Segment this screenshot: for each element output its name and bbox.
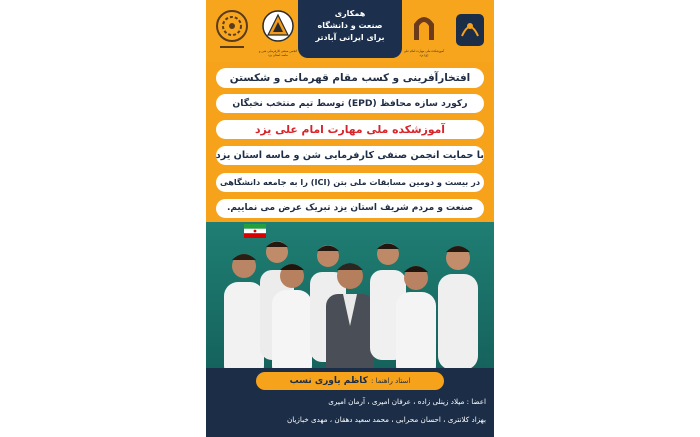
announcement-line-5: در بیست و دومین مسابقات ملی بتن (ICI) را به جامعه دانشگاهی — [216, 173, 484, 192]
advisor-badge — [256, 372, 444, 390]
poster — [206, 0, 494, 437]
imam-ali-college-logo-icon — [406, 8, 442, 52]
team-photo — [206, 230, 494, 380]
team-member-figure — [438, 246, 478, 370]
cooperation-title-box — [298, 0, 402, 58]
cooperation-line-3: برای ایرانی آبادتر — [315, 33, 385, 42]
advisor-name: کاظم یاوری نسب — [289, 376, 368, 386]
team-member-figure — [224, 254, 264, 380]
sand-gravel-association-logo-icon — [260, 8, 296, 52]
members-line-1: اعضا : میلاد زینلی زاده ، عرفان امیری ، آرمان امیری — [328, 397, 486, 406]
cooperation-line-1: همکاری — [334, 9, 366, 18]
members-line-2: بهزاد کلانتری ، احسان محرابی ، محمد سعید دهقان ، مهدی خبازیان — [286, 415, 486, 424]
sand-gravel-association-caption: انجمن صنفی کارفرمایی شن و ماسه استان یزد — [259, 49, 297, 57]
cooperation-line-2: صنعت و دانشگاه — [317, 21, 383, 30]
poster-header — [206, 0, 494, 62]
skill-organization-logo-icon — [452, 8, 488, 52]
announcement-line-2: رکورد سازه محافظ (EPD) توسط تیم منتخب نخبگان — [216, 94, 484, 113]
announcement-line-4: با حمایت انجمن صنفی کارفرمایی شن و ماسه استان یزد — [216, 146, 484, 165]
announcement-line-1: افتخارآفرینی و کسب مقام قهرمانی و شکستن — [216, 68, 484, 88]
university-logo-icon — [214, 8, 250, 52]
imam-ali-college-caption: آموزشکده ملی مهارت امام علی (ع) یزد — [403, 49, 445, 57]
announcement-college-name: آموزشکده ملی مهارت امام علی یزد — [216, 120, 484, 139]
advisor-label: استاد راهنما : — [371, 377, 411, 385]
announcement-line-6: صنعت و مردم شریف استان یزد تبریک عرض می نماییم. — [216, 199, 484, 218]
